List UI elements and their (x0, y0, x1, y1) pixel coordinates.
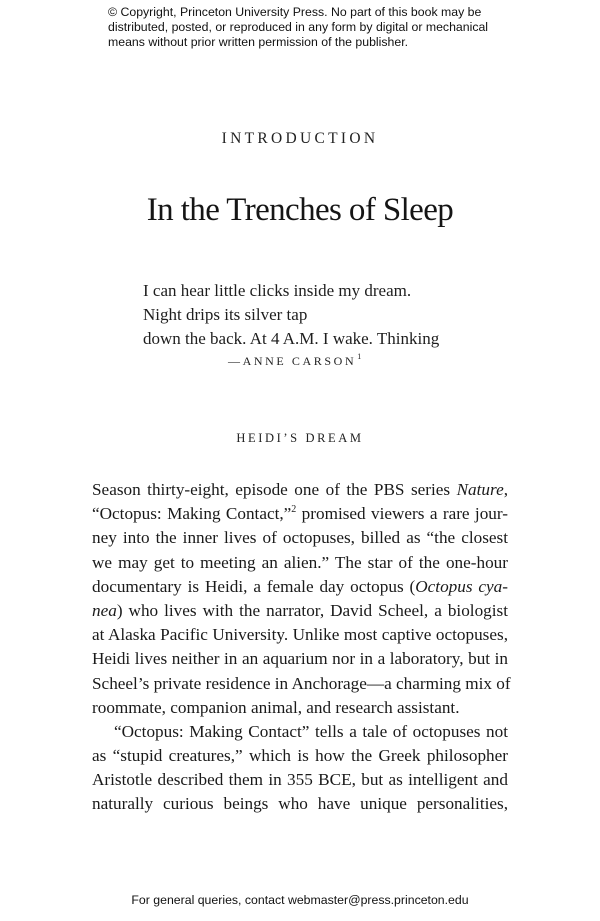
text-run: ) who lives with the narrator, David Scheel, a biologist (116, 600, 508, 620)
text-line: Aristotle described them in 355 BCE, but as intelligent and (92, 770, 508, 790)
section-heading: HEIDI’S DREAM (236, 431, 364, 445)
text-run: “Octopus: Making Contact,” (92, 504, 292, 524)
epigraph-line: Night drips its silver tap (143, 305, 308, 324)
copyright-line: means without prior written permission of the publisher. (108, 35, 409, 49)
text-run: promised viewers a rare jour- (296, 504, 508, 524)
text-line: as “stupid creatures,” which is how the Greek philosopher (92, 746, 508, 766)
italic-title: Nature (456, 480, 504, 499)
copyright-notice (108, 5, 528, 50)
text-line: roommate, companion animal, and research assistant. (92, 697, 460, 717)
chapter-title: In the Trenches of Sleep (146, 192, 454, 228)
text-line: “Octopus: Making Contact” tells a tale of octopuses not (114, 721, 508, 741)
chapter-label: INTRODUCTION (221, 130, 379, 147)
text-run: documentary is Heidi, a female day octopus ( (92, 576, 416, 596)
attribution-text: —ANNE CARSON (228, 354, 357, 368)
text-line: Heidi lives neither in an aquarium nor in a laboratory, but in (92, 649, 508, 669)
text-line: at Alaska Pacific University. Unlike most captive octopuses, (92, 625, 508, 645)
paragraph (92, 478, 511, 720)
italic-species: nea (92, 600, 117, 620)
text-line (92, 599, 508, 623)
copyright-line: distributed, posted, or reproduced in any form by digital or mechanical (108, 20, 489, 34)
footnote-marker[interactable]: 1 (357, 352, 362, 361)
text-line (92, 478, 508, 502)
epigraph-line: down the back. At 4 A.M. I wake. Thinking (143, 329, 440, 348)
paragraph (92, 720, 508, 817)
text-line: Scheel’s private residence in Anchorage—a charming mix of (92, 673, 511, 693)
footnote-marker[interactable]: 2 (291, 504, 297, 516)
text-line: we may get to meeting an alien.” The star of the one-hour (92, 552, 508, 572)
footer-contact: For general queries, contact webmaster@press.princeton.edu (131, 893, 469, 907)
text-line: naturally curious beings who have unique personalities, (92, 794, 508, 814)
epigraph-line: I can hear little clicks inside my dream. (143, 281, 412, 300)
epigraph (143, 279, 483, 351)
copyright-line: © Copyright, Princeton University Press. No part of this book may be (108, 5, 482, 19)
text-line: ney into the inner lives of octopuses, billed as “the closest (92, 528, 508, 548)
text-run: , (503, 480, 508, 499)
text-line (92, 502, 508, 526)
italic-species: Octopus cya- (415, 576, 508, 596)
text-run: Season thirty-eight, episode one of the PBS series (92, 480, 457, 499)
body-text (92, 478, 511, 817)
text-line (92, 575, 508, 599)
epigraph-attribution (228, 352, 361, 369)
